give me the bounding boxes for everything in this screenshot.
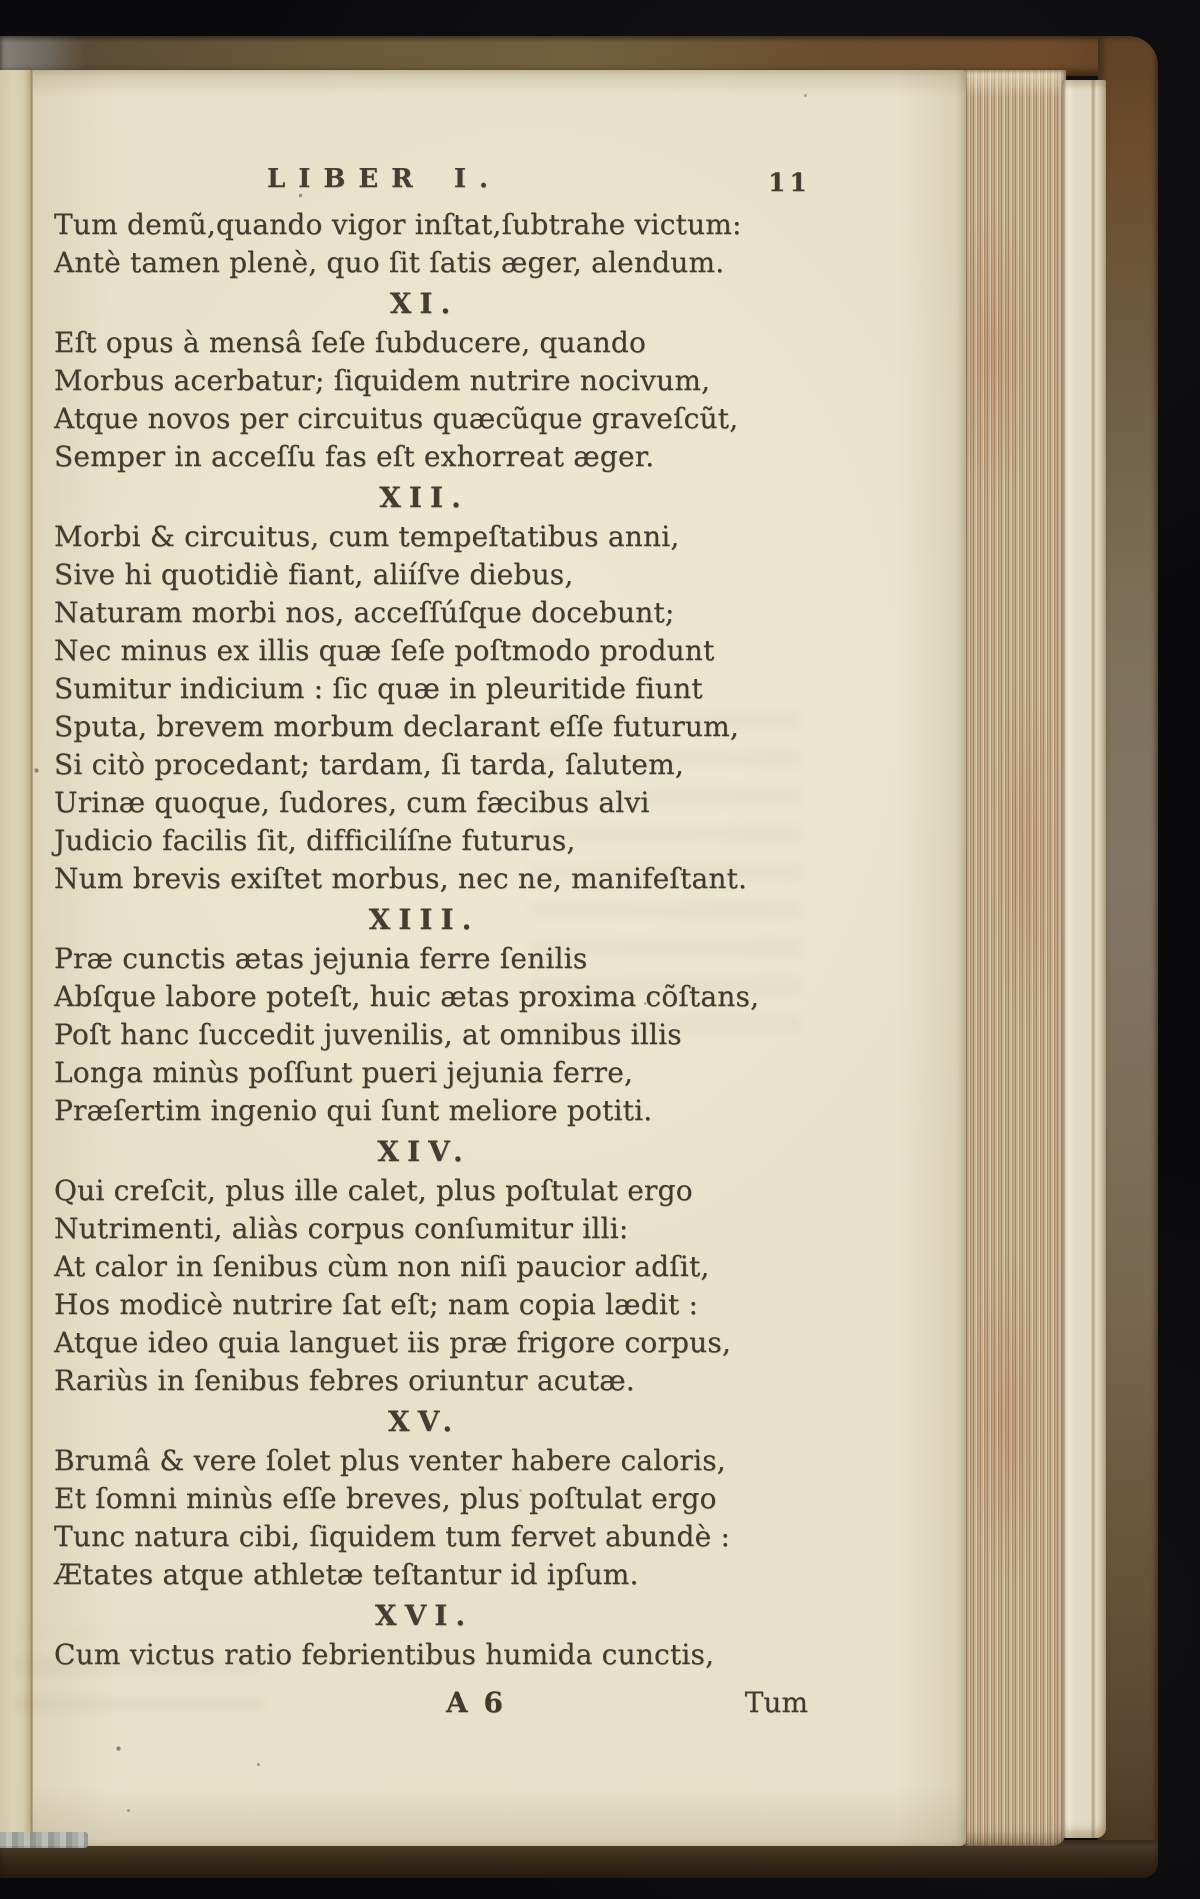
- catchword: Tum: [744, 1686, 808, 1719]
- verse-line: Num brevis exiſtet morbus, nec ne, manifeſtant.: [54, 862, 748, 895]
- text-block: [54, 150, 816, 1724]
- outer-page-edge: [1062, 80, 1106, 1838]
- verse-line: Brumâ & vere ſolet plus venter habere caloris,: [54, 1444, 726, 1477]
- section-heading: XIII.: [368, 903, 480, 936]
- verse-section: [54, 206, 816, 282]
- verse-line: Præſertim ingenio qui ſunt meliore potiti.: [54, 1094, 653, 1127]
- verse-line: Hos modicè nutrire ſat eſt; nam copia lædit :: [54, 1288, 699, 1321]
- verse-line: Nutrimenti, aliàs corpus conſumitur illi:: [54, 1212, 629, 1245]
- verse-line: Poſt hanc ſuccedit juvenilis, at omnibus illis: [54, 1018, 682, 1051]
- page-number: 11: [768, 168, 811, 197]
- verse-line: Morbus acerbatur; ſiquidem nutrire nocivum,: [54, 364, 711, 397]
- verse-line: Cum victus ratio febrientibus humida cunctis,: [54, 1638, 715, 1671]
- verse-line: Antè tamen plenè, quo ſit ſatis æger, alendum.: [54, 246, 725, 279]
- running-title: LIBER I.: [266, 164, 502, 194]
- fore-edge-pages: [962, 70, 1066, 1846]
- verse-line: Præ cunctis ætas jejunia ferre ſenilis: [54, 942, 588, 975]
- verse-line: Ætates atque athletæ teſtantur id ipſum.: [54, 1558, 639, 1591]
- section-heading: XIV.: [377, 1135, 471, 1168]
- verse-line: Abſque labore poteſt, huic ætas proxima cõſtans,: [54, 980, 760, 1013]
- verse-section: [54, 1402, 816, 1594]
- verse-line: Eſt opus à mensâ ſeſe ſubducere, quando: [54, 326, 647, 359]
- verse-line: Naturam morbi nos, acceſſúſque docebunt;: [54, 596, 675, 629]
- verse-line: Si citò procedant; tardam, ſi tarda, ſalutem,: [54, 748, 684, 781]
- verse-line: Longa minùs poſſunt pueri jejunia ferre,: [54, 1056, 634, 1089]
- paper-specks: [0, 70, 1, 71]
- section-heading: XI.: [389, 287, 459, 320]
- verse-section: [54, 1132, 816, 1400]
- verse-line: Et ſomni minùs eſſe breves, plus poſtulat ergo: [54, 1482, 717, 1515]
- section-heading: XII.: [379, 481, 469, 514]
- verse-section: [54, 900, 816, 1130]
- verse-line: Qui creſcit, plus ille calet, plus poſtulat ergo: [54, 1174, 693, 1207]
- verse-line: Tunc natura cibi, ſiquidem tum fervet abundè :: [54, 1520, 731, 1553]
- section-heading: XV.: [387, 1405, 461, 1438]
- book-page: [0, 70, 966, 1846]
- gutter-shadow: [0, 70, 33, 1846]
- verse-line: Urinæ quoque, ſudores, cum fæcibus alvi: [54, 786, 650, 819]
- verse-line: Atque novos per circuitus quæcũque graveſcũt,: [54, 402, 739, 435]
- verse-line: Atque ideo quia languet iis præ frigore corpus,: [54, 1326, 732, 1359]
- page-edge-tab: [0, 1832, 88, 1848]
- book-cover-right-edge: [1098, 36, 1158, 1878]
- verse-line: Semper in acceſſu fas eſt exhorreat æger.: [54, 440, 655, 473]
- verse-line: Sive hi quotidiè fiant, aliíſve diebus,: [54, 558, 574, 591]
- verse-line: At calor in ſenibus cùm non niſi paucior adſit,: [54, 1250, 710, 1283]
- signature-mark: A 6: [446, 1686, 506, 1719]
- verse-line: Nec minus ex illis quæ ſeſe poſtmodo produnt: [54, 634, 715, 667]
- verse-section: [54, 478, 816, 898]
- verse-line: Sumitur indicium : ſic quæ in pleuritide fiunt: [54, 672, 703, 705]
- verse-section: [54, 1596, 816, 1674]
- page-footer: [54, 1686, 816, 1724]
- verse-line: Morbi & circuitus, cum tempeſtatibus anni,: [54, 520, 680, 553]
- verse-line: Rariùs in ſenibus febres oriuntur acutæ.: [54, 1364, 635, 1397]
- verse-line: Sputa, brevem morbum declarant eſſe futurum,: [54, 710, 740, 743]
- verse-line: Tum demũ,quando vigor inſtat,ſubtrahe victum:: [54, 208, 742, 241]
- page-header: [54, 150, 816, 206]
- verse-line: Judicio facilis ſit, difficilíſne futurus,: [54, 824, 576, 857]
- verse-section: [54, 284, 816, 476]
- section-heading: XVI.: [374, 1599, 474, 1632]
